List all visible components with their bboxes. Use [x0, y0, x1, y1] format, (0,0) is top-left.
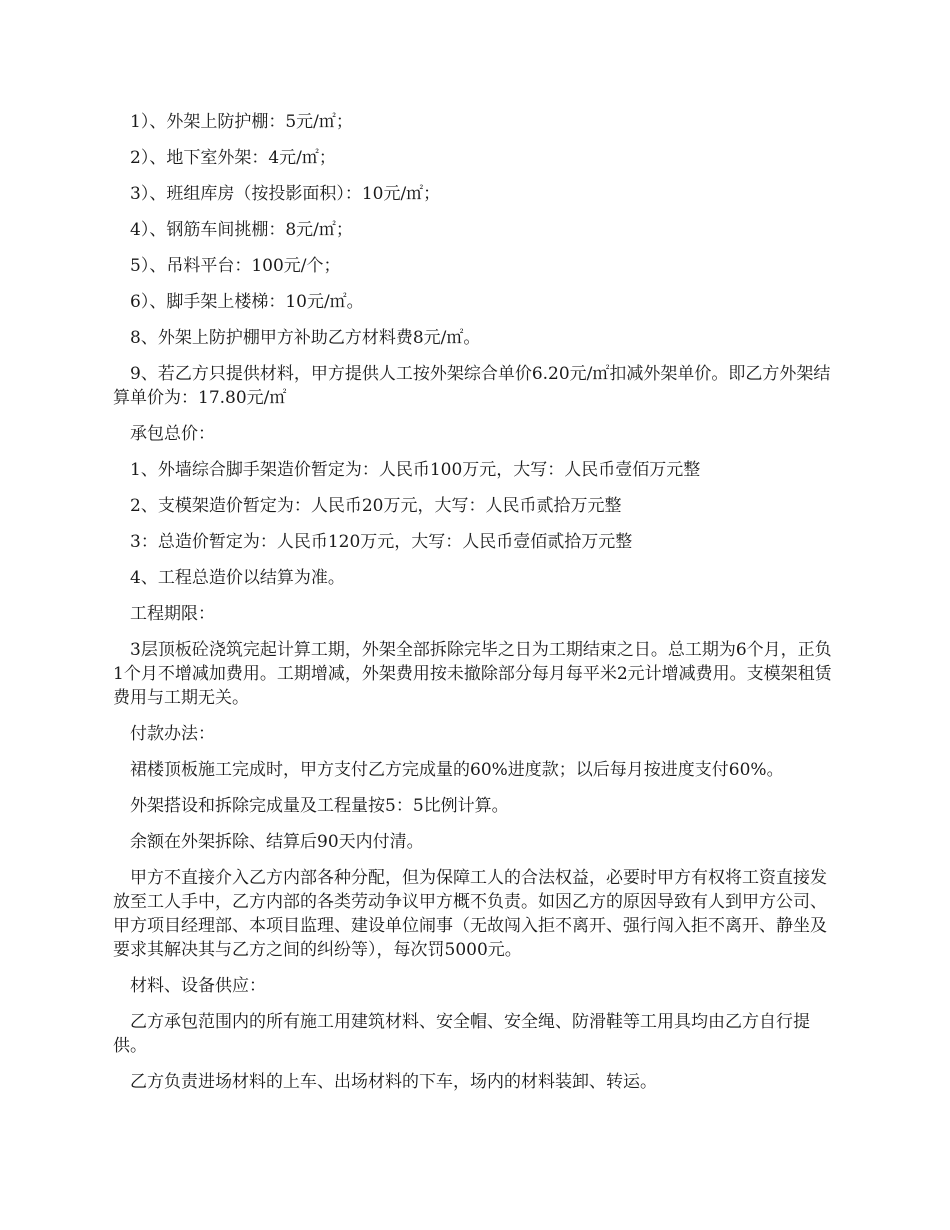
materials-text-1: 乙方承包范围内的所有施工用建筑材料、安全帽、安全绳、防滑鞋等工用具均由乙方自行提供。 [113, 1012, 810, 1056]
total-price-item-3: 3：总造价暂定为：人民币120万元，大写：人民币壹佰贰拾万元整 [130, 532, 633, 552]
section-heading-duration: 工程期限： [130, 604, 215, 624]
rate-item-4: 4）、钢筋车间挑棚：8元/㎡； [130, 220, 353, 240]
total-price-item-2: 2、支模架造价暂定为：人民币20万元，大写：人民币贰拾万元整 [130, 496, 622, 516]
payment-text-1: 裙楼顶板施工完成时，甲方支付乙方完成量的60%进度款；以后每月按进度支付60%。 [130, 760, 784, 780]
rate-item-1: 1）、外架上防护棚：5元/㎡； [130, 112, 353, 132]
materials-text-2: 乙方负责进场材料的上车、出场材料的下车，场内的材料装卸、转运。 [130, 1072, 657, 1092]
rate-item-3: 3）、班组库房（按投影面积）：10元/㎡； [130, 184, 441, 204]
total-price-item-4: 4、工程总造价以结算为准。 [130, 568, 345, 588]
section-heading-total-price: 承包总价： [130, 424, 215, 444]
rate-item-2: 2）、地下室外架：4元/㎡； [130, 148, 336, 168]
clause-9: 9、若乙方只提供材料，甲方提供人工按外架综合单价6.20元/㎡扣减外架单价。即乙方外架结算单价为：17.80元/㎡ [113, 364, 831, 408]
labor-dispute-text: 甲方不直接介入乙方内部各种分配，但为保障工人的合法权益，必要时甲方有权将工资直接发放至工人手中，乙方内部的各类劳动争议甲方概不负责。如因乙方的原因导致有人到甲方公司、甲方项目经理部、本项目监理、建设单位闹事（无故闯入拒不离开、强行闯入拒不离开、静坐及要求其解决其与乙方之间的纠纷等），每次罚5000元。 [113, 868, 827, 960]
duration-text: 3层顶板砼浇筑完起计算工期，外架全部拆除完毕之日为工期结束之日。总工期为6个月，正负1个月不增减加费用。工期增减，外架费用按未撤除部分每月每平米2元计增减费用。支模架租赁费用与工期无关。 [113, 640, 832, 708]
clause-8: 8、外架上防护棚甲方补助乙方材料费8元/㎡。 [130, 328, 481, 348]
document-body [113, 110, 838, 1106]
rate-item-6: 6）、脚手架上楼梯：10元/㎡。 [130, 292, 364, 312]
rate-item-5: 5）、吊料平台：100元/个； [130, 256, 341, 276]
payment-text-2: 外架搭设和拆除完成量及工程量按5：5比例计算。 [130, 796, 509, 816]
payment-text-3: 余额在外架拆除、结算后90天内付清。 [130, 832, 424, 852]
section-heading-materials: 材料、设备供应： [130, 976, 266, 996]
total-price-item-1: 1、外墙综合脚手架造价暂定为：人民币100万元，大写：人民币壹佰万元整 [130, 460, 701, 480]
section-heading-payment: 付款办法： [130, 724, 215, 744]
